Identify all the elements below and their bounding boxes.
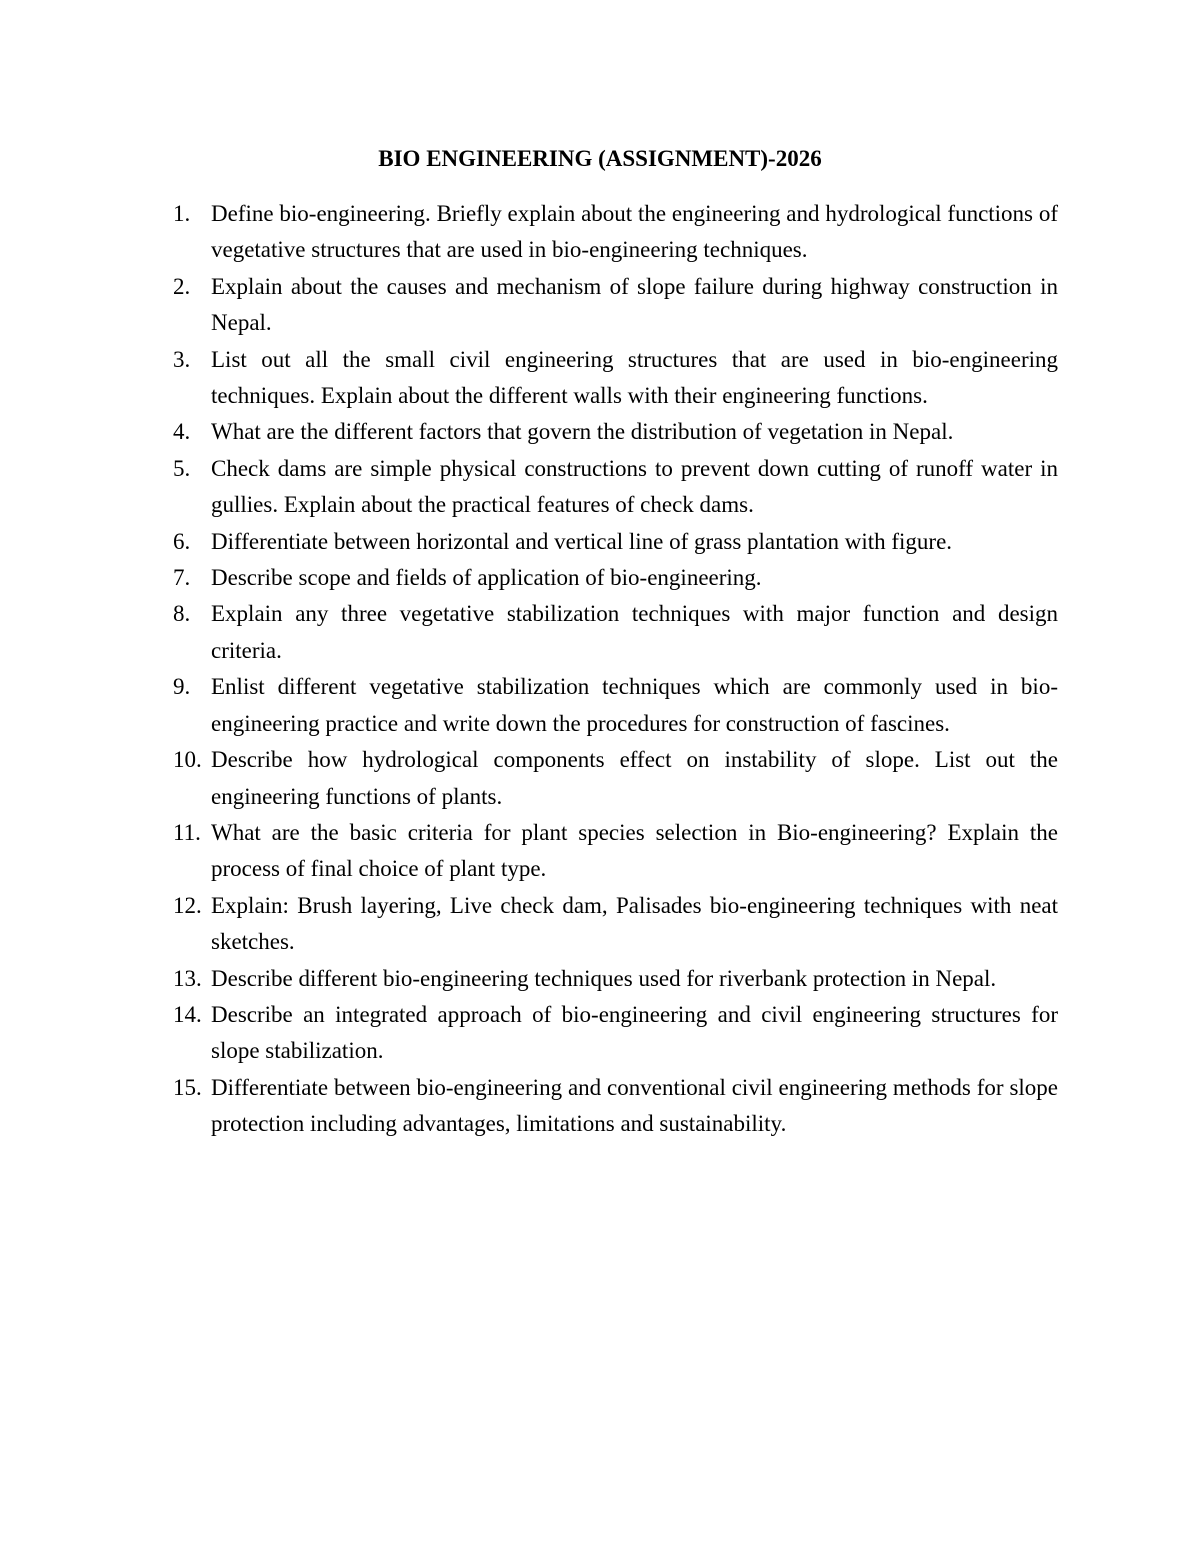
question-text: Define bio-engineering. Briefly explain about the engineering and hydrological functions of vegetative structures that are used in bio-engineering techniques. bbox=[211, 201, 1058, 263]
question-number: 14. bbox=[173, 1001, 202, 1027]
question-number: 15. bbox=[173, 1074, 202, 1100]
question-text: Explain about the causes and mechanism of slope failure during highway construction in Nepal. bbox=[211, 273, 1058, 336]
list-item bbox=[173, 669, 1058, 742]
question-text: Describe how hydrological components effect on instability of slope. List out the engineering functions of plants. bbox=[211, 747, 1058, 809]
list-item bbox=[173, 342, 1058, 415]
list-item bbox=[173, 560, 1058, 596]
question-text: Describe scope and fields of application of bio-engineering. bbox=[211, 565, 762, 591]
list-item bbox=[173, 596, 1058, 669]
document-title: BIO ENGINEERING (ASSIGNMENT)-2026 bbox=[378, 146, 822, 171]
question-number: 8. bbox=[173, 601, 191, 627]
question-number: 3. bbox=[173, 346, 191, 372]
list-item bbox=[173, 414, 1058, 450]
question-number: 7. bbox=[173, 565, 191, 591]
list-item bbox=[173, 196, 1058, 269]
question-text: Differentiate between bio-engineering and conventional civil engineering methods for slope protection including advantages, limitations and sustainability. bbox=[211, 1074, 1058, 1137]
question-text: Check dams are simple physical constructions to prevent down cutting of runoff water in gullies. Explain about the practical features of check dams. bbox=[211, 455, 1058, 518]
question-number: 11. bbox=[173, 819, 201, 845]
question-number: 5. bbox=[173, 455, 191, 481]
question-text: Enlist different vegetative stabilization techniques which are commonly used in bio-engineering practice and write down the procedures for construction of fascines. bbox=[211, 674, 1058, 736]
list-item bbox=[173, 524, 1058, 560]
question-number: 2. bbox=[173, 273, 191, 299]
question-number: 1. bbox=[173, 201, 191, 226]
question-number: 12. bbox=[173, 892, 202, 918]
question-text: Explain: Brush layering, Live check dam, Palisades bio-engineering techniques with neat sketches. bbox=[211, 892, 1058, 955]
list-item bbox=[173, 269, 1058, 342]
question-number: 6. bbox=[173, 528, 191, 554]
list-item bbox=[173, 815, 1058, 888]
question-number: 13. bbox=[173, 965, 202, 991]
question-text: List out all the small civil engineering structures that are used in bio-engineering techniques. Explain about the different walls with their engineering functions. bbox=[211, 346, 1058, 409]
question-text: Describe different bio-engineering techniques used for riverbank protection in Nepal. bbox=[211, 965, 997, 991]
question-text: What are the basic criteria for plant species selection in Bio-engineering? Explain the process of final choice of plant type. bbox=[211, 819, 1058, 882]
question-list bbox=[173, 196, 1058, 1143]
list-item bbox=[173, 888, 1058, 961]
question-number: 10. bbox=[173, 747, 202, 773]
question-number: 4. bbox=[173, 419, 191, 445]
list-item bbox=[173, 997, 1058, 1070]
question-number: 9. bbox=[173, 674, 191, 700]
question-text: Explain any three vegetative stabilization techniques with major function and design criteria. bbox=[211, 601, 1058, 663]
list-item bbox=[173, 451, 1058, 524]
question-text: What are the different factors that govern the distribution of vegetation in Nepal. bbox=[211, 419, 954, 445]
list-item bbox=[173, 1070, 1058, 1143]
question-text: Differentiate between horizontal and vertical line of grass plantation with figure. bbox=[211, 528, 953, 554]
list-item bbox=[173, 961, 1058, 997]
question-text: Describe an integrated approach of bio-engineering and civil engineering structures for slope stabilization. bbox=[211, 1001, 1058, 1064]
list-item bbox=[173, 742, 1058, 815]
